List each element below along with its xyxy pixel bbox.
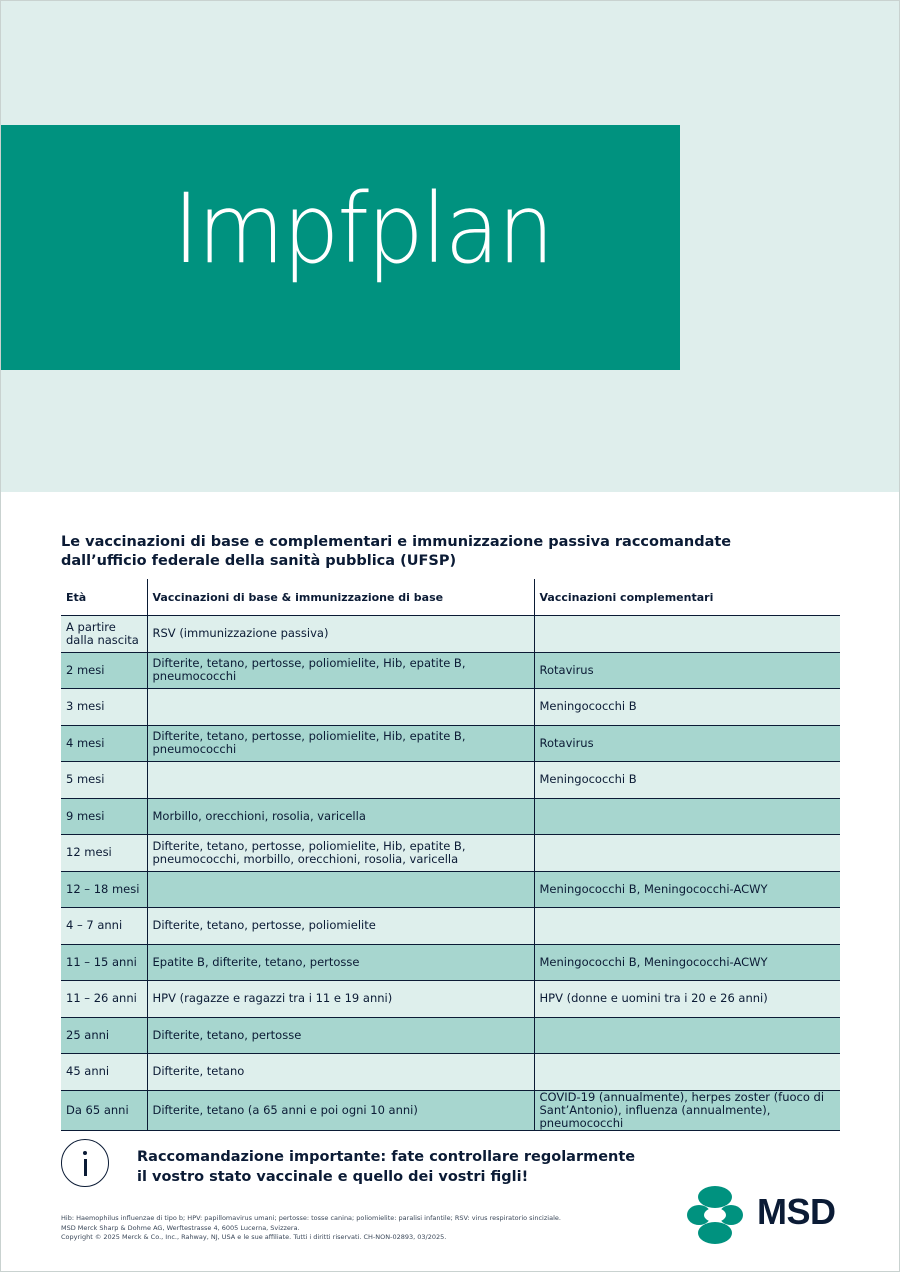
table-row [61,835,840,872]
table-row [61,908,840,945]
table-row [61,944,840,981]
table-body [61,616,840,1131]
cell-basic: Morbillo, orecchioni, rosolia, varicella [147,798,534,835]
cell-complementary [534,1054,840,1091]
cell-basic: RSV (immunizzazione passiva) [147,616,534,653]
cell-complementary: Rotavirus [534,725,840,762]
recommendation-line-1: Raccomandazione importante: fate controllare regolarmente [137,1149,636,1165]
cell-basic: Difterite, tetano, pertosse [147,1017,534,1054]
cell-complementary: Meningococchi B, Meningococchi-ACWY [534,944,840,981]
table-row [61,689,840,726]
cell-basic: Difterite, tetano, pertosse, poliomielite [147,908,534,945]
cell-age: 5 mesi [61,762,147,799]
table-row [61,1017,840,1054]
cell-age: 9 mesi [61,798,147,835]
table-row [61,725,840,762]
footer-notes [61,1214,661,1243]
cell-complementary: Meningococchi B [534,689,840,726]
info-icon [61,1139,109,1187]
cell-basic: Difterite, tetano, pertosse, poliomielite, Hib, epatite B, pneumococchi [147,725,534,762]
cell-age: 12 mesi [61,835,147,872]
cell-complementary [534,835,840,872]
cell-age: 45 anni [61,1054,147,1091]
cell-complementary: COVID-19 (annualmente), herpes zoster (fuoco di Sant’Antonio), influenza (annualmente), pneumococchi [534,1090,840,1130]
cell-age: 25 anni [61,1017,147,1054]
cell-age: 3 mesi [61,689,147,726]
important-recommendation [137,1147,637,1187]
table-row [61,798,840,835]
cell-complementary [534,1017,840,1054]
cell-complementary [534,616,840,653]
table-row [61,981,840,1018]
cell-basic: Difterite, tetano (a 65 anni e poi ogni 10 anni) [147,1090,534,1130]
table-row [61,871,840,908]
cell-basic: HPV (ragazze e ragazzi tra i 11 e 19 anni) [147,981,534,1018]
cell-basic [147,689,534,726]
footer-address: MSD Merck Sharp & Dohme AG, Werftestrasse 4, 6005 Lucerna, Svizzera. [61,1223,300,1232]
cell-complementary: Meningococchi B, Meningococchi-ACWY [534,871,840,908]
table-row [61,1090,840,1130]
cell-basic: Difterite, tetano, pertosse, poliomielite, Hib, epatite B, pneumococchi [147,652,534,689]
header-age: Età [61,579,147,616]
cell-basic: Difterite, tetano, pertosse, poliomielite, Hib, epatite B, pneumococchi, morbillo, orecchioni, rosolia, varicella [147,835,534,872]
header-complementary-vaccinations: Vaccinazioni complementari [534,579,840,616]
vaccination-schedule-table [61,579,840,1131]
header-basic-vaccinations: Vaccinazioni di base & immunizzazione di base [147,579,534,616]
footer-abbreviations: Hib: Haemophilus influenzae di tipo b; HPV: papillomavirus umani; pertosse: tosse canina; poliomielite: paralisi infantile; RSV: virus respiratorio sinciziale. [61,1214,561,1222]
cell-age: 11 – 15 anni [61,944,147,981]
cell-age: 2 mesi [61,652,147,689]
cell-age: 4 mesi [61,725,147,762]
table-row [61,616,840,653]
cell-age: 11 – 26 anni [61,981,147,1018]
msd-logo-text: MSD [757,1191,836,1232]
cell-age: 12 – 18 mesi [61,871,147,908]
cell-complementary [534,798,840,835]
cell-basic: Difterite, tetano [147,1054,534,1091]
page-title: Impfplan [173,173,553,285]
recommendation-line-2: il vostro stato vaccinale e quello dei vostri figli! [137,1169,529,1185]
cell-complementary [534,908,840,945]
cell-age: Da 65 anni [61,1090,147,1130]
cell-basic [147,762,534,799]
table-row [61,1054,840,1091]
table-header-row [61,579,840,616]
cell-age: 4 – 7 anni [61,908,147,945]
footer-copyright: Copyright © 2025 Merck & Co., Inc., Rahway, NJ, USA e le sue affiliate. Tutti i diritti riservati. CH-NON-02893, 03/2025. [61,1233,447,1241]
cell-basic: Epatite B, difterite, tetano, pertosse [147,944,534,981]
cell-complementary: Rotavirus [534,652,840,689]
cell-basic [147,871,534,908]
table-heading: Le vaccinazioni di base e complementari e immunizzazione passiva raccomandate dall’ufficio federale della sanità pubblica (UFSP) [61,534,732,569]
cell-complementary: HPV (donne e uomini tra i 20 e 26 anni) [534,981,840,1018]
cell-age: A partire dalla nascita [61,616,147,653]
cell-complementary: Meningococchi B [534,762,840,799]
table-row [61,652,840,689]
table-row [61,762,840,799]
